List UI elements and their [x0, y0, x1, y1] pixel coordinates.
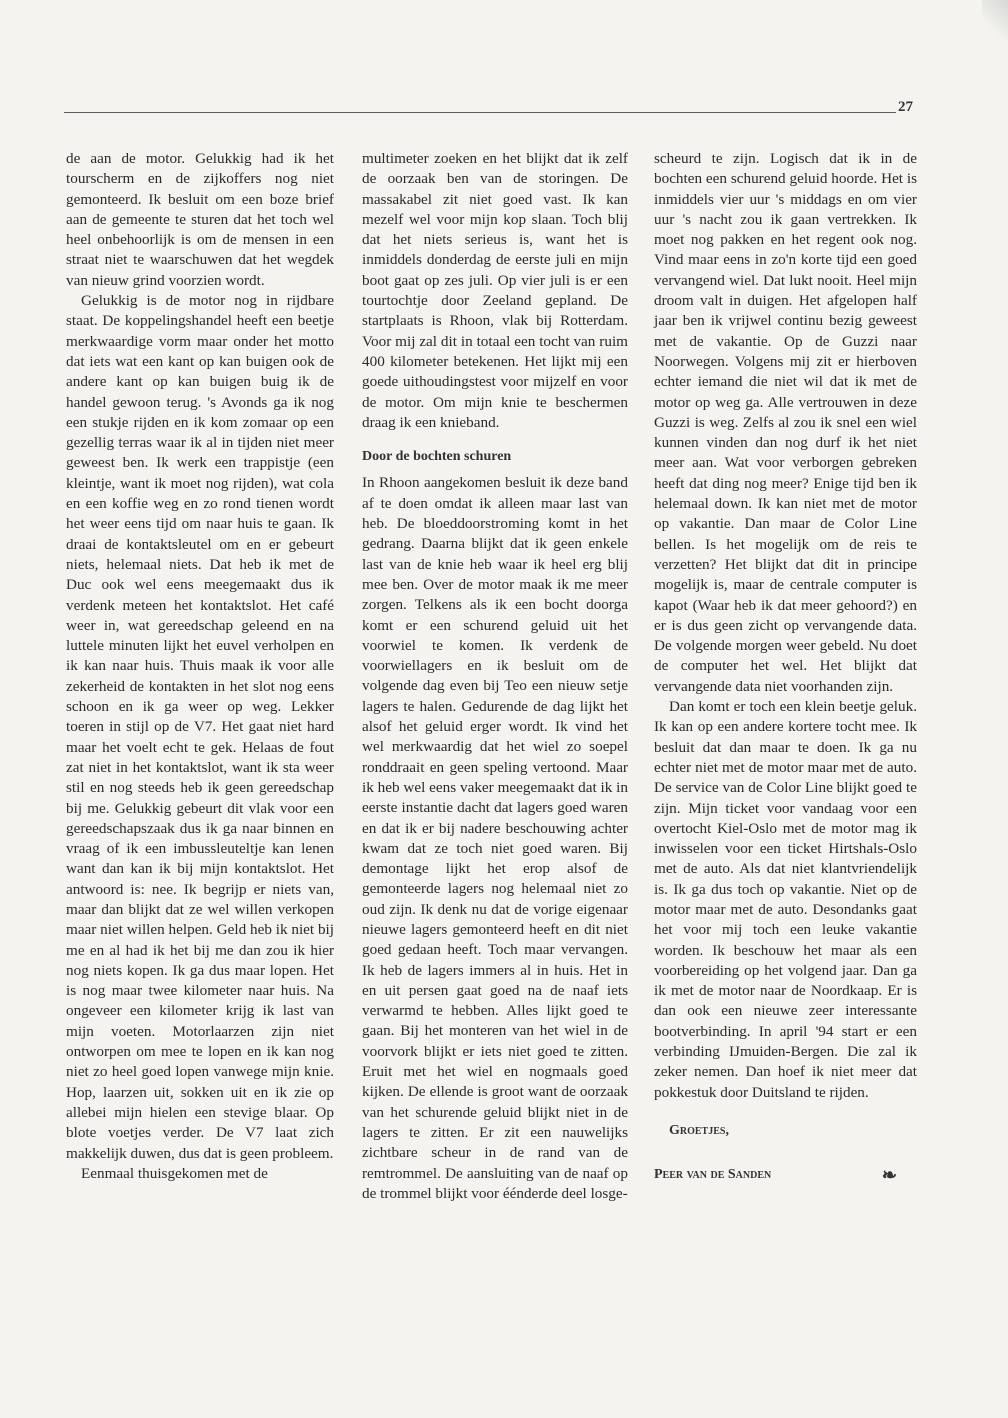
- author-name: Peer van de Sanden: [654, 1167, 772, 1183]
- page-number: 27: [898, 99, 913, 115]
- column-2: [362, 149, 628, 1204]
- paragraph: In Rhoon aangekomen besluit ik deze band af te doen omdat ik alleen maar last van heb. De bloeddoorstroming komt in het gedrang. Daarna blijkt dat ik geen enkele last van de knie heb waar ik heel erg blij mee ben. Over de motor maak ik me meer zorgen. Telkens als ik een bocht doorga komt er een schurend geluid uit het voorwiel te komen. Ik verdenk de voorwiellagers en ik besluit om de volgende dag even bij Teo een nieuw setje lagers te halen. Gedurende de dag lijkt het alsof het geluid erger wordt. Ik vind het wel merkwaardig dat het wiel zo soepel ronddraait en geen speling vertoond. Maar ik heb wel eens vaker meegemaakt dat ik in eerste instantie dacht dat lagers goed waren en dat ik er bij nadere beschouwing achter kwam dat ze toch niet goed waren. Bij demontage lijkt het erop alsof de gemonteerde lagers nog helemaal niet zo oud zijn. Ik denk nu dat de vorige eigenaar nieuwe lagers gemonteerd heeft en dit niet goed gedaan heeft. Toch maar vervangen. Ik heb de lagers immers al in huis. Het in en uit persen gaat goed na de naaf iets verwarmd te hebben. Alles lijkt goed te gaan. Bij het monteren van het wiel in de voorvork blijkt er iets niet goed te zitten. Eruit met het wiel en nogmaals goed kijken. De ellende is groot want de oorzaak van het schurende geluid blijkt niet in de lagers te zitten. Er zit een nauwelijks zichtbare scheur in de rand van de remtrommel. De aansluiting van de naaf op de trommel blijkt voor éénderde deel losge-: [362, 474, 628, 1202]
- paragraph: Gelukkig is de motor nog in rijdbare staat. De koppelingshandel heeft een beetje merkwaardige vorm maar onder het motto dat iets wat een kant op kan buigen ook de andere kant op kan buigen buig ik de handel gewoon terug. 's Avonds ga ik nog een stukje rijden en ik kom zomaar op een gezellig terras waar ik al in tijden niet meer geweest ben. Ik werk een trappistje (een kleintje, want ik moet nog rijden), wat cola en een koffie weg en zo rond tienen wordt het weer eens tijd om naar huis te gaan. Ik draai de kontaktsleutel om en er gebeurt niets, helemaal niets. Dat heb ik met de Duc ook wel eens meegemaakt dus ik verdenk meteen het kontaktslot. Het café weer in, wat gereedschap geleend en na luttele minuten lijkt het euvel verholpen en ik kan naar huis. Thuis maak ik voor alle zekerheid de kontakten in het slot nog eens schoon en ik ga weer op weg. Lekker toeren in stijl op de V7. Het gaat niet hard maar het voelt echt te gek. Helaas de fout zat niet in het kontaktslot, want ik sta weer stil en nog steeds heb ik geen gereedschap bij me. Gelukkig gebeurt dit vlak voor een gereedschapszaak dus ik ga naar binnen en vraag of ik een imbussleuteltje kan lenen want dan kan ik bij mijn kontaktslot. Het antwoord is: nee. Ik begrijp er niets van, maar dan blijkt dat ze wel willen verkopen maar niet willen helpen. Geld heb ik niet bij me en al had ik het bij me dan zou ik hier nog niets kopen. Ik ga dus maar lopen. Het is nog maar twee kilometer naar huis. Na ongeveer een kilometer krijg ik last van mijn voeten. Motorlaarzen zijn niet ontworpen om mee te lopen en ik kan nog niet zo heel goed lopen vanwege mijn knie. Hop, laarzen uit, sokken uit en ik zie op allebei mijn hielen een stevige blaar. Op blote voetjes verder. De V7 laat zich makkelijk duwen, dus dat is geen probleem.: [66, 292, 334, 1162]
- paragraph: Dan komt er toch een klein beetje geluk. Ik kan op een andere kortere tocht mee. Ik besluit dat dan maar te doen. Ik ga nu echter niet met de motor maar met de auto. De service van de Color Line blijkt goed te zijn. Mijn ticket voor vandaag voor een overtocht Kiel-Oslo met de motor mag ik inwisselen voor een ticket Hirtshals-Oslo met de auto. Als dat niet klantvriendelijk is. Ik ga dus toch op vakantie. Niet op de motor maar met de auto. Desondanks gaat het voor mij toch een leuke vakantie worden. Ik beschouw het maar als een voorbereiding op het volgend jaar. Dan ga ik met de motor naar de Noordkaap. Er is dan ook een nieuwe zeer interessante bootverbinding. In april '94 start er een verbinding IJmuiden-Bergen. Die zal ik zeker nemen. Dan hoef ik niet meer dat pokkestuk door Duitsland te rijden.: [654, 698, 917, 1101]
- paragraph: Eenmaal thuisgekomen met de: [81, 1164, 268, 1182]
- paragraph: multimeter zoeken en het blijkt dat ik zelf de oorzaak ben van de storingen. De massakabel zit niet goed vast. Ik kan mezelf wel voor mijn kop slaan. Toch blij dat het niets serieus is, want het is inmiddels donderdag de eerste juli en mijn boot gaat op zes juli. Op vier juli is er een tourtochtje door Zeeland gepland. De startplaats is Rhoon, vlak bij Rotterdam. Voor mij zal dit in totaal een tocht van ruim 400 kilometer betekenen. Het lijkt mij een goede uithoudingstest voor mijzelf en voor de motor. Om mijn knie te beschermen draag ik een knieband.: [362, 150, 628, 431]
- page-corner-shadow: [982, 0, 1008, 40]
- column-3: [654, 149, 917, 1186]
- section-heading: Door de bochten schuren: [362, 449, 512, 465]
- paragraph: scheurd te zijn. Logisch dat ik in de bochten een schurend geluid hoorde. Het is inmiddels vier uur 's middags en om vier uur 's nacht zou ik gaan vertrekken. Ik moet nog pakken en het regent ook nog. Vind maar eens in zo'n korte tijd een goed vervangend wiel. Dat lukt nooit. Heel mijn droom valt in duigen. Het afgelopen half jaar ben ik vrijwel continu bezig geweest met de vakantie. Op de Guzzi naar Noorwegen. Volgens mij zit er hierboven echter iemand die niet wil dat ik met de motor op weg ga. Alle vertrouwen in deze Guzzi is weg. Zelfs al zou ik snel een wiel kunnen vinden dan nog durf ik het niet meer aan. Wat voor verborgen gebreken heeft dat ding nog meer? Enige tijd ben ik helemaal down. Ik kan niet met de motor op vakantie. Dan maar de Color Line bellen. Is het mogelijk om de reis te verzetten? Het blijkt dat dit in principe mogelijk is, maar de centrale computer is kapot (Waar heb ik dat meer gehoord?) en er is dus geen zicht op vervangende data. De volgende morgen weer gebeld. Nu doet de computer het wel. Het blijkt dat vervangende data niet voorhanden zijn.: [654, 150, 917, 695]
- column-1: [66, 149, 334, 1184]
- header-rule: [64, 112, 896, 113]
- greeting: Groetjes,: [669, 1122, 729, 1138]
- paragraph: de aan de motor. Gelukkig had ik het tourscherm en de zijkoffers nog niet gemonteerd. Ik besluit om een boze brief aan de gemeente te sturen dat het toch wel heel onbehoorlijk is om de mensen in een straat niet te waarschuwen dat het wegdek van nieuw grind voorzien wordt.: [66, 150, 334, 289]
- end-mark-icon: ❧: [881, 1165, 897, 1186]
- signature-line: [654, 1165, 917, 1185]
